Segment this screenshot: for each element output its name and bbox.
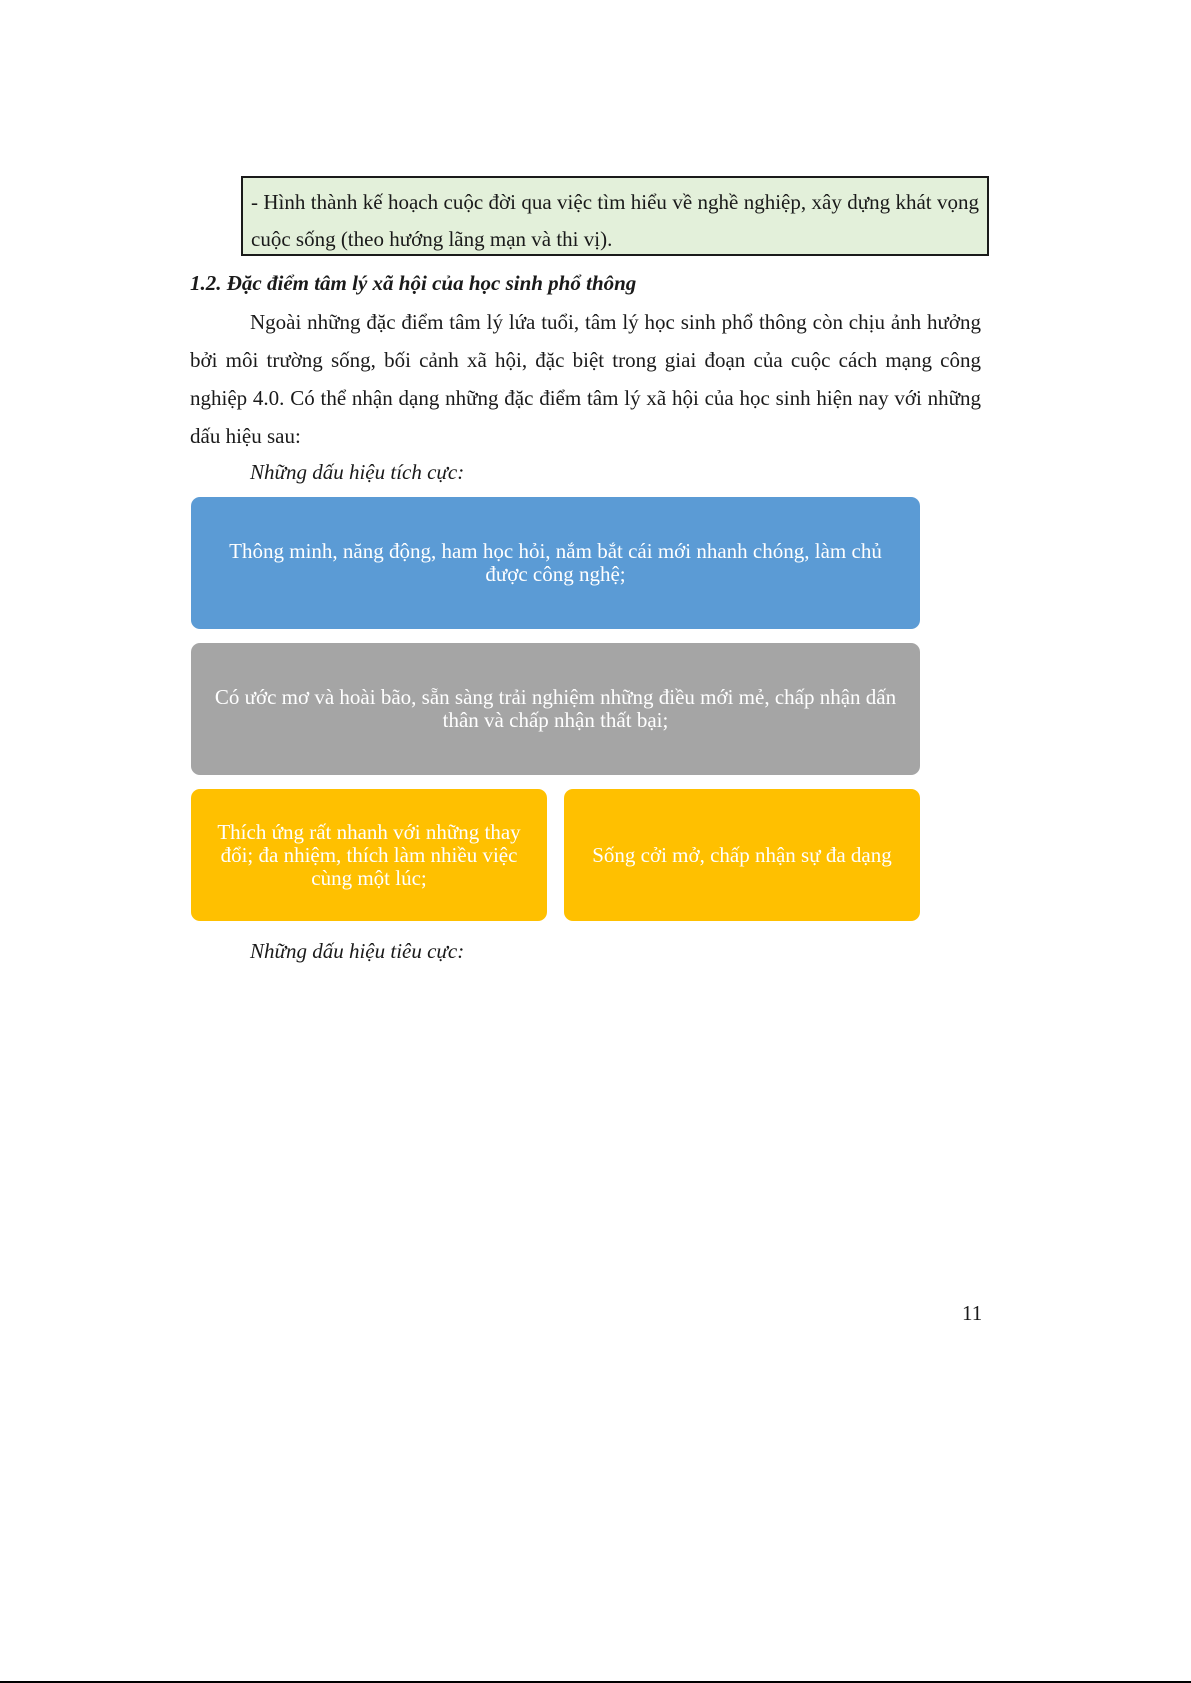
positive-sign-card-2 (191, 643, 920, 775)
positive-sign-card-3 (191, 789, 547, 921)
body-paragraph: Ngoài những đặc điểm tâm lý lứa tuổi, tâm lý học sinh phổ thông còn chịu ảnh hưởng bởi môi trường sống, bối cảnh xã hội, đặc biệt trong giai đoạn của cuộc cách mạng công nghiệp 4.0. Có thể nhận dạng những đặc điểm tâm lý xã hội của học sinh hiện nay với những dấu hiệu sau: (190, 310, 981, 448)
positive-sign-card-1-text: Thông minh, năng động, ham học hỏi, nắm bắt cái mới nhanh chóng, làm chủ được công nghệ; (229, 539, 882, 586)
positive-sign-card-1 (191, 497, 920, 629)
positive-signs-heading: Những dấu hiệu tích cực: (250, 460, 465, 484)
highlight-box (241, 176, 989, 256)
page-number: 11 (962, 1301, 983, 1325)
positive-sign-card-3-text: Thích ứng rất nhanh với những thay đổi; đa nhiệm, thích làm nhiều việc cùng một lúc; (217, 819, 521, 890)
positive-sign-card-4 (564, 789, 920, 921)
positive-sign-card-2-text: Có ước mơ và hoài bão, sẵn sàng trải nghiệm những điều mới mẻ, chấp nhận dấn thân và chấp nhận thất bại; (214, 685, 897, 732)
negative-signs-heading: Những dấu hiệu tiêu cực: (250, 939, 465, 963)
highlight-box-text: - Hình thành kế hoạch cuộc đời qua việc tìm hiểu về nghề nghiệp, xây dựng khát vọng cuộc sống (theo hướng lãng mạn và thi vị). (251, 190, 979, 251)
positive-sign-card-4-text: Sống cởi mở, chấp nhận sự đa dạng (592, 842, 892, 867)
section-heading: 1.2. Đặc điểm tâm lý xã hội của học sinh phổ thông (190, 271, 637, 295)
